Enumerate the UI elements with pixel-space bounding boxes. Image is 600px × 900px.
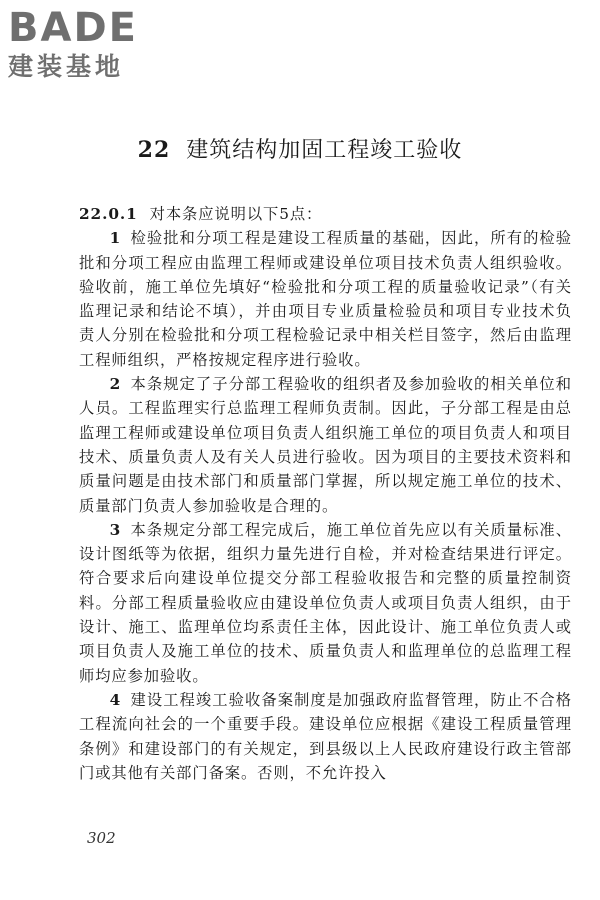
chapter-heading bbox=[0, 136, 600, 165]
clause-number: 22.0.1 bbox=[79, 205, 138, 223]
logo-mark: BADE bbox=[8, 5, 138, 51]
item-number: 4 bbox=[109, 690, 122, 709]
chapter-number: 22 bbox=[137, 137, 171, 163]
item-text: 本条规定分部工程完成后，施工单位首先应以有关质量标准、设计图纸等为依据，组织力量先进行自检，并对检查结果进行评定。符合要求后向建设单位提交分部工程验收报告和完整的质量控制资料。分部工程质量验收应由建设单位负责人或项目负责人组织，由于设计、施工、监理单位均系责任主体，因此设计、施工单位负责人或项目负责人及施工单位的技术、质量负责人和监理单位的总监理工程师均应参加验收。 bbox=[79, 520, 572, 685]
logo bbox=[8, 6, 178, 82]
list-item bbox=[79, 372, 572, 518]
item-number: 2 bbox=[109, 375, 122, 394]
item-text: 检验批和分项工程是建设工程质量的基础，因此，所有的检验批和分项工程应由监理工程师或建设单位项目技术负责人组织验收。验收前，施工单位先填好“检验批和分项工程的质量验收记录”（有关监理记录和结论不填），并由项目专业质量检验员和项目专业技术负责人分别在检验批和分项工程检验记录中相关栏目签字，然后由监理工程师组织，严格按规定程序进行验收。 bbox=[79, 229, 572, 369]
item-number: 1 bbox=[109, 229, 122, 248]
list-item bbox=[79, 226, 572, 372]
chapter-title: 建筑结构加固工程竣工验收 bbox=[186, 138, 463, 163]
item-text: 建设工程竣工验收备案制度是加强政府监督管理，防止不合格工程流向社会的一个重要手段。建设单位应根据《建设工程质量管理条例》和建设部门的有关规定，到县级以上人民政府建设行政主管部门或其他有关部门备案。否则，不允许投入 bbox=[79, 690, 572, 782]
list-item bbox=[79, 518, 572, 688]
list-item bbox=[79, 688, 572, 785]
item-number: 3 bbox=[109, 520, 122, 539]
clause-text: 对本条应说明以下5点： bbox=[149, 205, 323, 223]
item-text: 本条规定了子分部工程验收的组织者及参加验收的相关单位和人员。工程监理实行总监理工程师负责制。因此，子分部工程是由总监理工程师或建设单位项目负责人组织施工单位的项目负责人和项目技术、质量负责人及有关人员进行验收。因为项目的主要技术资料和质量问题是由技术部门和质量部门掌握，所以规定施工单位的技术、质量部门负责人参加验收是合理的。 bbox=[79, 375, 572, 515]
body-text bbox=[79, 202, 572, 785]
clause-intro bbox=[79, 202, 572, 226]
page-number: 302 bbox=[87, 829, 116, 847]
logo-subtitle: 建装基地 bbox=[8, 52, 125, 81]
